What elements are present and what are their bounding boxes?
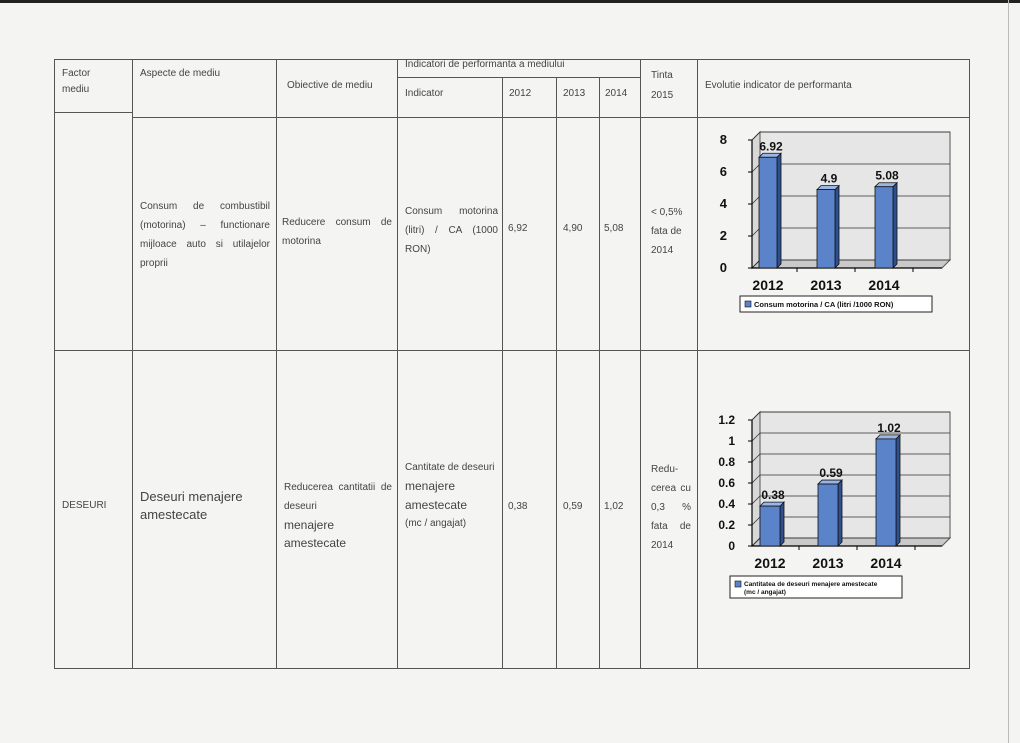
row2-indicator-unit: (mc / angajat) bbox=[405, 518, 467, 529]
col-divider-factor bbox=[132, 59, 133, 669]
plot-floor bbox=[752, 260, 950, 268]
table-bottom-border bbox=[54, 668, 970, 669]
row2-indicator-big: menajere amestecate bbox=[405, 479, 468, 512]
data-label: 1.02 bbox=[877, 420, 901, 435]
row1-value-2012: 6,92 bbox=[508, 223, 528, 234]
header-evolution: Evolutie indicator de performanta bbox=[705, 80, 852, 91]
legend-label: Consum motorina / CA (litri /1000 RON) bbox=[754, 300, 894, 309]
y-tick-label: 0.6 bbox=[718, 476, 735, 490]
bar-side-2014 bbox=[893, 183, 897, 268]
y-tick-label: 0.4 bbox=[718, 497, 735, 511]
row2-factor: DESEURI bbox=[62, 500, 107, 511]
bar-2012 bbox=[760, 506, 780, 546]
y-tick-label: 6 bbox=[719, 164, 727, 179]
header-year-2013: 2013 bbox=[563, 88, 586, 99]
row2-indicator-small: Cantitate de deseuri bbox=[405, 462, 495, 473]
bar-side-2014 bbox=[896, 435, 900, 546]
y-tick-label: 0.2 bbox=[718, 518, 735, 532]
header-indicator: Indicator bbox=[405, 88, 444, 99]
bar-side-2013 bbox=[835, 186, 839, 268]
header-target-year: 2015 bbox=[651, 90, 674, 101]
data-label: 0.59 bbox=[819, 466, 843, 481]
col-divider-aspect bbox=[276, 59, 277, 669]
bar-top-2013 bbox=[817, 186, 839, 190]
row1-value-2014: 5,08 bbox=[604, 223, 624, 234]
data-label: 5.08 bbox=[875, 168, 899, 183]
row1-indicator: Consum motorina (litri) / CA (1000 RON) bbox=[405, 206, 498, 255]
header-factor: Factor mediu bbox=[62, 68, 91, 95]
x-tick-label: 2013 bbox=[812, 555, 844, 571]
row1-aspect: Consum de combustibil (motorina) – functionare mijloace auto si utilajelor proprii bbox=[140, 201, 270, 269]
y-tick-label: 1 bbox=[728, 434, 735, 448]
row1-target: < 0,5% fata de 2014 bbox=[651, 207, 683, 256]
legend-label: Cantitatea de deseuri menajere amestecate (mc / angajat) bbox=[744, 581, 878, 596]
bar-top-2013 bbox=[818, 480, 842, 484]
row1-value-2013: 4,90 bbox=[563, 223, 583, 234]
y-tick-label: 0 bbox=[719, 260, 727, 275]
col-divider-objective bbox=[397, 59, 398, 669]
y-tick-label: 4 bbox=[719, 196, 727, 211]
header-indicators-group: Indicatori de performanta a mediului bbox=[405, 59, 565, 70]
household-waste-chart bbox=[702, 408, 964, 606]
fuel-consumption-chart bbox=[702, 128, 964, 324]
data-label: 6.92 bbox=[759, 139, 783, 154]
bar-top-2012 bbox=[759, 153, 781, 157]
page-right-edge bbox=[1008, 0, 1009, 743]
indicator-group-divider bbox=[397, 77, 640, 78]
bar-top-2014 bbox=[876, 435, 900, 439]
row2-objective-big: menajere amestecate bbox=[284, 518, 347, 550]
col-divider-2013 bbox=[599, 77, 600, 669]
header-year-2012: 2012 bbox=[509, 88, 532, 99]
legend-swatch bbox=[735, 581, 741, 587]
x-tick-label: 2013 bbox=[810, 277, 842, 293]
col-divider-2012 bbox=[556, 77, 557, 669]
row2-objective bbox=[284, 478, 392, 552]
row2-value-2014: 1,02 bbox=[604, 501, 624, 512]
col-divider-2014 bbox=[640, 59, 641, 669]
x-tick-label: 2014 bbox=[868, 277, 900, 293]
col-divider-target bbox=[697, 59, 698, 669]
y-tick-label: 1.2 bbox=[718, 413, 735, 427]
header-target-label: Tinta bbox=[651, 70, 673, 81]
header-aspect: Aspecte de mediu bbox=[140, 68, 221, 79]
row2-aspect: Deseuri menajere amestecate bbox=[140, 489, 243, 522]
header-target bbox=[651, 68, 695, 104]
row2-value-2013: 0,59 bbox=[563, 501, 583, 512]
bar-2014 bbox=[876, 439, 896, 546]
header-bottom-border bbox=[132, 117, 970, 118]
header-objective: Obiective de mediu bbox=[287, 80, 373, 91]
y-tick-label: 0.8 bbox=[718, 455, 735, 469]
legend-swatch bbox=[745, 301, 751, 307]
row2-target: Redu-cerea cu 0,3 % fata de 2014 bbox=[651, 464, 691, 551]
bar-side-2012 bbox=[777, 153, 781, 268]
row1-objective: Reducere consum de motorina bbox=[282, 217, 392, 247]
data-label: 4.9 bbox=[820, 171, 838, 186]
data-label: 0.38 bbox=[761, 488, 785, 503]
table-left-border bbox=[54, 59, 55, 669]
y-tick-label: 2 bbox=[719, 228, 727, 243]
bar-top-2012 bbox=[760, 502, 784, 506]
col-divider-indicator bbox=[502, 77, 503, 669]
x-tick-label: 2014 bbox=[870, 555, 902, 571]
y-tick-label: 0 bbox=[728, 539, 735, 553]
table-right-border bbox=[969, 59, 970, 669]
row2-indicator bbox=[405, 458, 500, 533]
row2-objective-small: Reducerea cantitatii de deseuri bbox=[284, 482, 392, 512]
x-tick-label: 2012 bbox=[752, 277, 784, 293]
bar-2014 bbox=[875, 187, 893, 268]
page-top-border bbox=[0, 0, 1020, 3]
bar-2013 bbox=[817, 190, 835, 268]
x-tick-label: 2012 bbox=[754, 555, 786, 571]
y-tick-label: 8 bbox=[719, 132, 727, 147]
factor-header-bottom bbox=[54, 112, 132, 113]
bar-top-2014 bbox=[875, 183, 897, 187]
row2-value-2012: 0,38 bbox=[508, 501, 528, 512]
bar-side-2013 bbox=[838, 480, 842, 546]
bar-2013 bbox=[818, 484, 838, 546]
bar-side-2012 bbox=[780, 502, 784, 546]
row-divider bbox=[54, 350, 970, 351]
header-year-2014: 2014 bbox=[605, 88, 628, 99]
bar-2012 bbox=[759, 157, 777, 268]
